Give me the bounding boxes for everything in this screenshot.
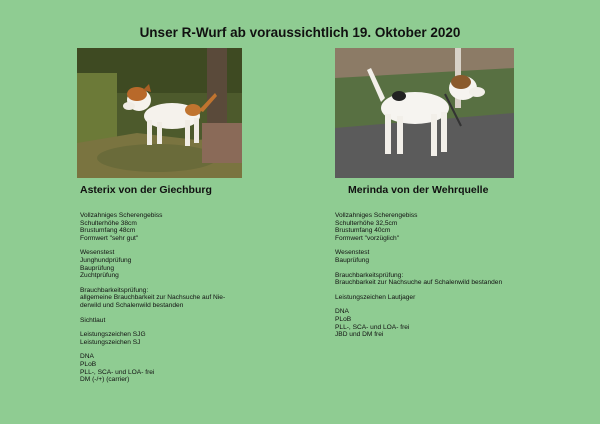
info-block [335,308,535,338]
info-line: Wesenstest [80,249,115,257]
dam-details [335,212,535,346]
info-line: Wesenstest [335,249,370,257]
info-line: Bauprüfung [80,264,115,272]
info-line: Leistungszeichen SJ [80,338,141,346]
info-line: Junghundprüfung [80,256,132,264]
info-line: PLL-, SCA- und LOA- frei [335,323,410,331]
info-line: PLoB [80,360,97,368]
info-line: Schulterhöhe 38cm [80,219,137,227]
info-line: PLoB [335,315,352,323]
dog-photo-asterix [77,48,242,178]
info-line: Brauchbarkeit zur Nachsuche auf Schalenwild bestanden [335,279,503,287]
info-line: Formwert "sehr gut" [80,234,139,242]
info-line: DM (-/+) (carrier) [80,376,130,384]
info-line: derwild und Schalenwild bestanden [80,301,184,309]
info-block [335,249,535,264]
info-block [80,212,250,242]
info-line: Schulterhöhe 32,5cm [335,219,398,227]
info-line: DNA [80,353,94,361]
info-line: Leistungszeichen SJG [80,331,146,339]
dog-photo-merinda [335,48,514,178]
info-line: Brauchbarkeitsprüfung: [335,271,404,279]
info-line: Sichtlaut [80,316,106,324]
info-block [80,331,250,346]
info-line: JBD und DM frei [335,331,384,339]
info-line: Brustumfang 48cm [80,227,136,235]
info-line: Vollzahniges Scherengebiss [335,212,418,219]
info-block [80,287,250,310]
info-line: Bauprüfung [335,256,370,264]
info-line: Brustumfang 40cm [335,227,391,235]
info-line: PLL-, SCA- und LOA- frei [80,368,155,376]
dam-name: Merinda von der Wehrquelle [348,184,489,196]
info-line: DNA [335,308,349,316]
info-line: Zuchtprüfung [80,272,119,280]
info-block [80,249,250,279]
info-block [335,212,535,242]
info-line: Brauchbarkeitsprüfung: [80,286,149,294]
info-block [80,353,250,383]
info-line: Leistungszeichen Lautjager [335,293,416,301]
info-line: Vollzahniges Scherengebiss [80,212,163,219]
sire-name: Asterix von der Giechburg [80,184,212,196]
sire-details [80,212,250,391]
page-title: Unser R-Wurf ab voraussichtlich 19. Oktober 2020 [139,25,461,40]
info-block [335,294,535,302]
info-block [80,317,250,325]
info-line: allgemeine Brauchbarkeit zur Nachsuche auf Nie- [80,294,226,302]
info-line: Formwert "vorzüglich" [335,234,400,242]
info-block [335,272,535,287]
